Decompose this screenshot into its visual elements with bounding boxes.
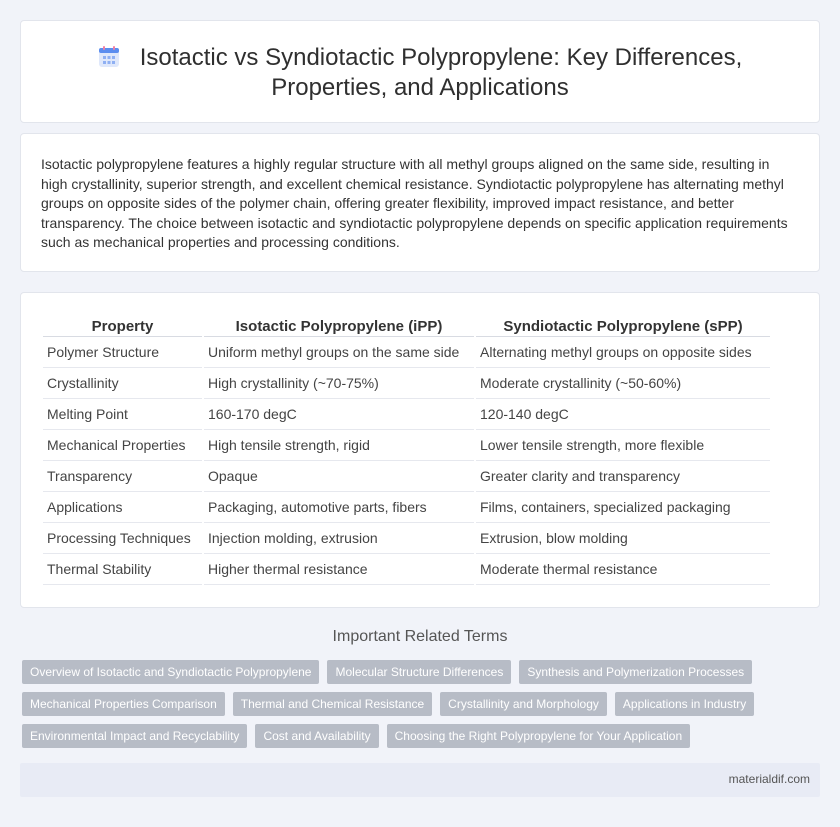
tag-row — [22, 724, 802, 748]
page-title — [21, 43, 819, 103]
table-row — [43, 461, 770, 492]
table-header-row — [43, 317, 770, 337]
intro-paragraph: Isotactic polypropylene features a highly regular structure with all methyl groups aligned on the same side, resulting in high crystallinity, superior strength, and excellent chemical resistance. Syndiotactic polypropylene has alternating methyl groups on opposite sides of the polymer chain, offering greater flexibility, improved impact resistance, and better transparency. The choice between isotactic and syndiotactic polypropylene depends on specific application requirements such as mechanical properties and processing conditions. — [41, 156, 788, 250]
title-line-2: Properties, and Applications — [271, 74, 569, 101]
title-line-1: Isotactic vs Syndiotactic Polypropylene: Key Differences, — [139, 44, 743, 71]
cell-isotactic: 160-170 degC — [204, 399, 474, 430]
cell-property: Thermal Stability — [43, 554, 202, 585]
cell-isotactic: Injection molding, extrusion — [204, 523, 474, 554]
cell-syndiotactic: 120-140 degC — [476, 399, 770, 430]
tag-cost[interactable]: Cost and Availability — [255, 724, 378, 748]
cell-isotactic: High tensile strength, rigid — [204, 430, 474, 461]
tag-choosing[interactable]: Choosing the Right Polypropylene for Your Application — [387, 724, 691, 748]
tag-row — [22, 660, 802, 684]
cell-property: Applications — [43, 492, 202, 523]
intro-card — [20, 133, 820, 272]
calendar-grid-icon — [98, 46, 120, 68]
header-syndiotactic: Syndiotactic Polypropylene (sPP) — [476, 317, 770, 337]
tag-row — [22, 692, 802, 716]
cell-syndiotactic: Moderate thermal resistance — [476, 554, 770, 585]
cell-syndiotactic: Greater clarity and transparency — [476, 461, 770, 492]
table-row — [43, 430, 770, 461]
cell-syndiotactic: Moderate crystallinity (~50-60%) — [476, 368, 770, 399]
related-terms-tags — [22, 660, 802, 756]
cell-property: Crystallinity — [43, 368, 202, 399]
footer-site-link[interactable]: materialdif.com — [728, 772, 810, 786]
cell-property: Mechanical Properties — [43, 430, 202, 461]
table-row — [43, 492, 770, 523]
header-property: Property — [43, 317, 202, 337]
table-row — [43, 337, 770, 368]
cell-isotactic: Packaging, automotive parts, fibers — [204, 492, 474, 523]
cell-property: Polymer Structure — [43, 337, 202, 368]
cell-property: Processing Techniques — [43, 523, 202, 554]
tag-mechanical-properties[interactable]: Mechanical Properties Comparison — [22, 692, 225, 716]
tag-synthesis[interactable]: Synthesis and Polymerization Processes — [519, 660, 752, 684]
related-terms-title: Important Related Terms — [332, 628, 508, 645]
cell-property: Transparency — [43, 461, 202, 492]
tag-environmental[interactable]: Environmental Impact and Recyclability — [22, 724, 247, 748]
cell-property: Melting Point — [43, 399, 202, 430]
cell-isotactic: Opaque — [204, 461, 474, 492]
tag-overview[interactable]: Overview of Isotactic and Syndiotactic Polypropylene — [22, 660, 319, 684]
table-row — [43, 554, 770, 585]
comparison-card — [20, 292, 820, 608]
tag-crystallinity[interactable]: Crystallinity and Morphology — [440, 692, 607, 716]
comparison-table — [41, 317, 772, 585]
tag-applications[interactable]: Applications in Industry — [615, 692, 754, 716]
cell-syndiotactic: Extrusion, blow molding — [476, 523, 770, 554]
tag-thermal-chemical[interactable]: Thermal and Chemical Resistance — [233, 692, 432, 716]
cell-isotactic: Uniform methyl groups on the same side — [204, 337, 474, 368]
cell-isotactic: Higher thermal resistance — [204, 554, 474, 585]
tag-molecular-structure[interactable]: Molecular Structure Differences — [327, 660, 511, 684]
header-isotactic: Isotactic Polypropylene (iPP) — [204, 317, 474, 337]
footer — [20, 763, 820, 797]
table-row — [43, 368, 770, 399]
table-row — [43, 399, 770, 430]
table-row — [43, 523, 770, 554]
cell-syndiotactic: Lower tensile strength, more flexible — [476, 430, 770, 461]
header-card — [20, 20, 820, 123]
cell-syndiotactic: Films, containers, specialized packaging — [476, 492, 770, 523]
cell-isotactic: High crystallinity (~70-75%) — [204, 368, 474, 399]
cell-syndiotactic: Alternating methyl groups on opposite sides — [476, 337, 770, 368]
